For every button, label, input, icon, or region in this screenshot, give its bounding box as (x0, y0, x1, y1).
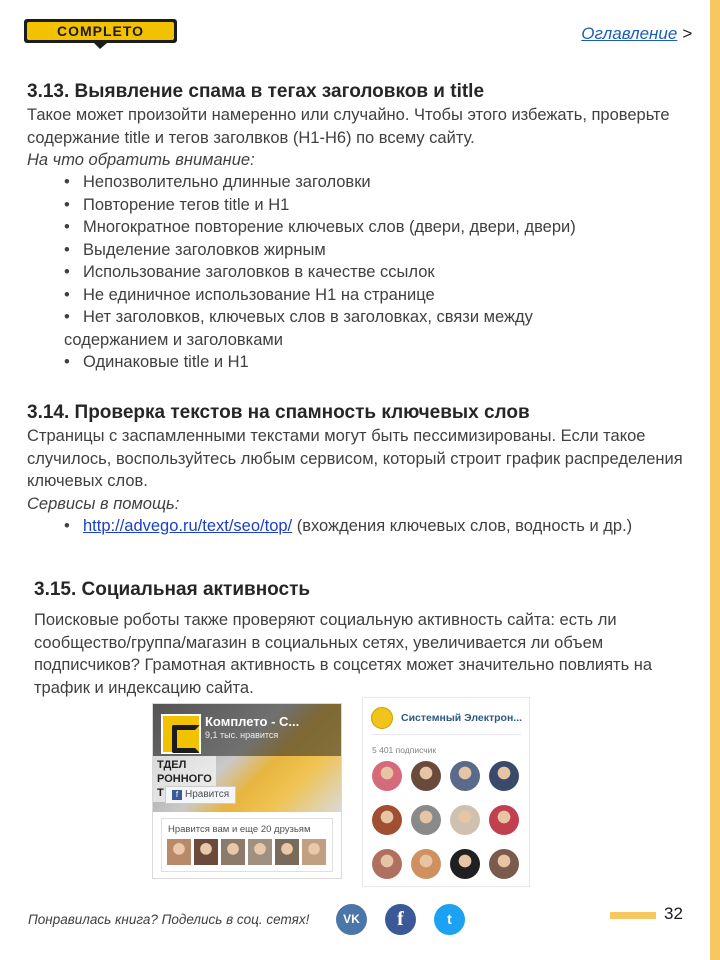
section-3-14-services-label: Сервисы в помощь: (27, 494, 180, 513)
avatar[interactable] (450, 805, 480, 835)
facebook-share-icon[interactable]: f (385, 904, 416, 935)
page-number-bar (610, 912, 656, 919)
avatar[interactable] (275, 839, 299, 865)
twitter-share-icon[interactable]: t (434, 904, 465, 935)
vk-subscribers-count: 5 401 подписчик (372, 745, 437, 755)
fb-like-button[interactable] (165, 786, 236, 804)
completo-logo (24, 19, 177, 49)
vk-widget (362, 697, 530, 887)
vk-subscriber-avatars (372, 761, 519, 879)
avatar[interactable] (450, 761, 480, 791)
section-3-15-text: Поисковые роботы также проверяют социальную активность сайта: есть ли сообщество/группа/магазин в социальных сетях, увеличивается ли объем подписчиков? Грамотная активность в соцсетях может значительно повлиять на трафик и индексацию сайта. (34, 611, 653, 697)
section-3-14-intro: Страницы с заспамленными текстами могут быть пессимизированы. Если такое случилось, воспользуйтесь любым сервисом, который строит график распределения ключевых слов. (27, 427, 683, 490)
toc-link[interactable]: Оглавление (581, 24, 678, 43)
avatar[interactable] (372, 849, 402, 879)
facebook-widget (152, 703, 342, 879)
avatar[interactable] (248, 839, 272, 865)
right-accent-stripe (710, 0, 720, 960)
avatar[interactable] (167, 839, 191, 865)
section-3-13-list-end (27, 351, 707, 374)
avatar[interactable] (489, 805, 519, 835)
vk-divider (371, 734, 521, 735)
list-item: • Повторение тегов title и H1 (64, 194, 707, 217)
vk-share-icon[interactable]: VK (336, 904, 367, 935)
share-prompt: Понравилась книга? Поделись в соц. сетях! (28, 912, 310, 927)
section-3-14 (27, 401, 707, 537)
fb-page-logo (161, 714, 201, 754)
fb-likes-count: 9,1 тыс. нравится (205, 730, 279, 740)
avatar[interactable] (411, 805, 441, 835)
section-3-15-title: 3.15. Социальная активность (34, 579, 311, 600)
vk-group-name[interactable]: Системный Электрон... (401, 712, 523, 724)
avatar[interactable] (411, 761, 441, 791)
fb-friend-avatars (167, 839, 326, 865)
section-3-13-list (27, 171, 707, 329)
section-3-15 (34, 578, 684, 699)
fb-cover-text-line: РОННОГО (157, 773, 212, 785)
avatar[interactable] (372, 761, 402, 791)
section-3-14-title: 3.14. Проверка текстов на спамность ключевых слов (27, 402, 530, 423)
avatar[interactable] (489, 849, 519, 879)
toc-arrow: > (682, 24, 692, 43)
list-item: • Выделение заголовков жирным (64, 239, 707, 262)
fb-page-name[interactable]: Комплето - С... (205, 714, 300, 729)
list-item: • Не единичное использование H1 на странице (64, 284, 707, 307)
avatar[interactable] (411, 849, 441, 879)
list-item: • Непозволительно длинные заголовки (64, 171, 707, 194)
avatar[interactable] (450, 849, 480, 879)
toc-link-wrapper (581, 24, 692, 44)
list-item: • Использование заголовков в качестве ссылок (64, 261, 707, 284)
list-item: • Одинаковые title и H1 (64, 351, 707, 374)
section-3-13 (27, 80, 707, 374)
list-item (64, 515, 707, 538)
avatar[interactable] (372, 805, 402, 835)
page-number: 32 (664, 904, 683, 923)
avatar[interactable] (489, 761, 519, 791)
list-item-continuation: содержанием и заголовками (64, 330, 283, 349)
fb-like-label: Нравится (185, 789, 230, 800)
fb-cover-text-line: ТДЕЛ (157, 759, 187, 771)
fb-friends-box (161, 818, 333, 872)
avatar[interactable] (194, 839, 218, 865)
vk-group-logo (371, 707, 393, 729)
section-3-14-list (27, 515, 707, 538)
advego-link-note: (вхождения ключевых слов, водность и др.) (292, 516, 633, 535)
section-3-13-intro: Такое может произойти намеренно или случайно. Чтобы этого избежать, проверьте содержание title и тегов заголвков (H1-H6) по всему сайту. (27, 106, 670, 147)
section-3-13-attention: На что обратить внимание: (27, 151, 255, 169)
list-item: • Нет заголовков, ключевых слов в заголовках, связи между (64, 306, 707, 329)
section-3-13-title: 3.13. Выявление спама в тегах заголовков и title (27, 81, 485, 102)
fb-cover-text-line: Т (157, 787, 164, 799)
avatar[interactable] (302, 839, 326, 865)
advego-link[interactable]: http://advego.ru/text/seo/top/ (83, 516, 293, 535)
avatar[interactable] (221, 839, 245, 865)
fb-friends-text: Нравится вам и еще 20 друзьям (168, 824, 311, 835)
list-item: • Многократное повторение ключевых слов (двери, двери, двери) (64, 216, 707, 239)
svg-text:COMPLETO: COMPLETO (56, 23, 145, 39)
fb-like-icon: f (172, 790, 182, 800)
